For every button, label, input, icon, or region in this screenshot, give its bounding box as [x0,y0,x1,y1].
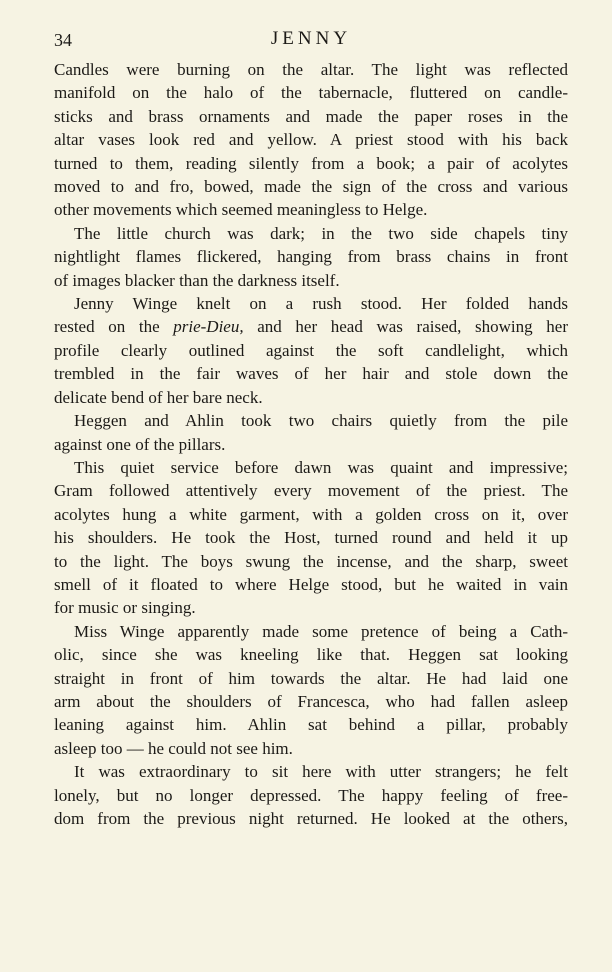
text-line: delicate bend of her bare neck. [54,387,263,407]
text-line: straight in front of him towards the altar. He had laid one [54,668,568,688]
text-line: manifold on the halo of the tabernacle, fluttered on candle- [54,83,568,103]
text-line: Miss Winge apparently made some pretence of being a Cath- [74,621,568,641]
text-line [54,315,568,338]
text-line: lonely, but no longer depressed. The happy feeling of free- [54,785,568,805]
text-line: for music or singing. [54,598,196,618]
text-line: smell of it floated to where Helge stood, but he waited in vain [54,574,568,594]
running-head: JENNY [270,28,352,49]
text-fragment: and her head was raised, showing her [243,317,568,337]
text-line: leaning against him. Ahlin sat behind a pillar, probably [54,715,568,735]
text-line: asleep too — he could not see him. [54,738,293,758]
text-line: The little church was dark; in the two side chapels tiny [74,223,568,243]
text-line: This quiet service before dawn was quaint and impressive; [74,457,568,477]
text-line: nightlight flames flickered, hanging from brass chains in front [54,247,568,267]
text-line: sticks and brass ornaments and made the paper roses in the [54,106,568,126]
text-line: Candles were burning on the altar. The light was reflected [54,60,568,79]
text-line: trembled in the fair waves of her hair and stole down the [54,364,568,384]
text-line: turned to them, reading silently from a book; a pair of acolytes [54,153,568,173]
text-line: Jenny Winge knelt on a rush stood. Her folded hands [74,294,568,314]
page-header [54,28,568,54]
text-line: of images blacker than the darkness itself. [54,270,340,290]
text-line: Gram followed attentively every movement of the priest. The [54,481,568,501]
text-line: other movements which seemed meaningless to Helge. [54,200,428,220]
body-text [54,58,568,830]
text-line: against one of the pillars. [54,434,226,454]
text-line: olic, since she was kneeling like that. Heggen sat looking [54,645,568,665]
text-line: arm about the shoulders of Francesca, who had fallen asleep [54,691,568,711]
page-number: 34 [54,30,72,50]
text-line: dom from the previous night returned. He looked at the others, [54,809,568,828]
text-line: It was extraordinary to sit here with utter strangers; he felt [74,762,568,782]
text-line: to the light. The boys swung the incense, and the sharp, sweet [54,551,568,571]
text-line: acolytes hung a white garment, with a golden cross on it, over [54,504,568,524]
text-line: profile clearly outlined against the soft candlelight, which [54,340,568,360]
text-line: Heggen and Ahlin took two chairs quietly from the pile [74,411,568,431]
text-line: moved to and fro, bowed, made the sign of the cross and various [54,177,568,197]
text-line: his shoulders. He took the Host, turned round and held it up [54,528,568,548]
text-line: altar vases look red and yellow. A priest stood with his back [54,130,568,150]
text-fragment: rested on the [54,317,174,337]
italic-term: prie-Dieu, [173,317,244,337]
